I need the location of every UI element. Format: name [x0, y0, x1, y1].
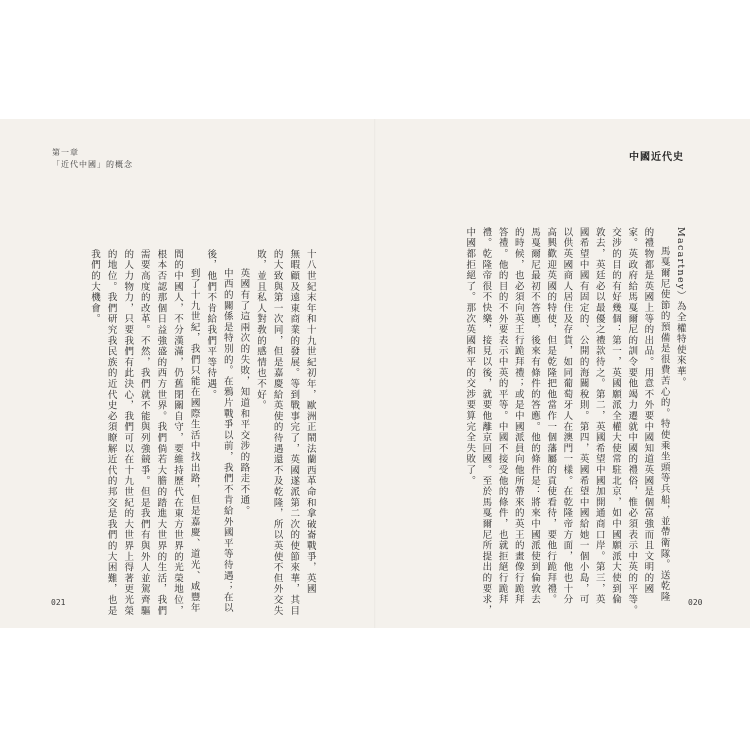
text-column: 的時候，也必須向英王行跪拜禮；或是中國派員向他所帶來的英王的畫像行跪拜 [512, 227, 524, 605]
text-column: 根本否認那個日益強盛的西方世界。我們倘若大膽的踏進大世界的生活，我們 [155, 249, 167, 617]
text-column: 我們的大機會。 [88, 249, 100, 325]
book-gutter [374, 119, 376, 628]
text-column: 到了十九世紀，我們只能在國際生活中找出路，但是嘉慶、道光、咸豐年 [188, 268, 200, 614]
text-column: 間的中國人，不分漢滿，仍舊閉關自守，要維持歷代在東方世界的光榮地位， [171, 249, 183, 617]
text-column: 的禮物都是英國上等的出品。用意不外要中國知道英國是個富強而且文明的國 [642, 227, 654, 595]
text-column: 禮。乾隆帝很不快樂，接見以後，就要他離京回國。至於馬戛爾尼所提出的要求， [480, 227, 492, 616]
text-column: 後，他們不肯給我們平等待遇。 [205, 249, 217, 401]
text-column: 中西的關係是特別的。在鴉片戰爭以前，我們不肯給外國平等待遇；在以 [221, 268, 233, 614]
running-head-book-title: 中國近代史 [629, 152, 684, 163]
text-column: 的人力物力，只要我們有此決心，我們可以在十九世紀的大世界上得著更光榮 [122, 249, 134, 617]
text-column: 家。英政府給馬戛爾尼的訓令要他竭力遷就中國的禮俗，惟必須表示中英的平等。 [626, 227, 638, 616]
text-column: 的地位。我們研究我民族的近代史必須瞭解近代的邦交是我們的大困難，也是 [105, 249, 117, 617]
text-column: 中國都拒絕了。那次英國和平的交涉要算完全失敗了。 [464, 227, 476, 487]
text-column: 以供英國商人居住及存貨，如同葡萄牙人在澳門一樣。在乾隆帝方面，他也十分 [561, 227, 573, 605]
text-column: 需要高度的改革。不然，我們就不能與列強競爭。但是我們有與外人並駕齊驅 [138, 249, 150, 617]
text-column: 的大致與第一次同，但是嘉慶給英使的待遇還不及乾隆，所以英使不但外交失 [271, 249, 283, 617]
book-spread [0, 119, 750, 628]
text-column: 英國有了這兩次的失敗，知道和平交涉的路走不通。 [238, 268, 250, 517]
text-column: 敦去，英廷必以最優之禮款待之。第二，英國希望中國加開通商口岸。第三，英 [593, 227, 605, 605]
text-column: 交涉的目的有好幾個：第一，英國願派全權大使常駐北京，如中國願派大使到倫 [609, 227, 621, 605]
text-column: 高興歡迎英國的特使，但是乾隆把他當作一個藩屬的貢使看待，要他行跪拜禮。 [545, 227, 557, 605]
text-column: 馬戛爾尼使節的預備是很費苦心的。特使乘坐頭等兵船，並帶衛隊。送乾隆 [658, 246, 670, 603]
text-column: Macartney）為全權特使來華。 [674, 227, 686, 388]
text-column: 無暇顧及遠東商業的發展。等到戰事完了，英國遂派第二次的使節來華，其目 [288, 249, 300, 617]
text-column: 敗，並且私人對敎的感情也不好。 [254, 249, 266, 411]
page-number-right: 020 [688, 598, 703, 607]
text-column: 答禮。他的目的不外要表示中英的平等。中國不接受他的條件，也就拒絕行跪拜 [496, 227, 508, 605]
text-column: 十八世紀末年和十九世紀初年，歐洲正鬧法蘭西革命和拿破崙戰爭，英國 [304, 249, 316, 595]
running-head-chapter: 第一章 「近代中國」的概念 [52, 148, 133, 169]
page-number-left: 021 [51, 598, 66, 607]
text-column: 馬戛爾尼最初不答應，後來有條件的答應。他的條件是：將來中國派使到倫敦去 [528, 227, 540, 605]
text-column: 國希望中國有固定的、公開的海關稅則。第四，英國希望中國給她一個小島，可 [577, 227, 589, 605]
